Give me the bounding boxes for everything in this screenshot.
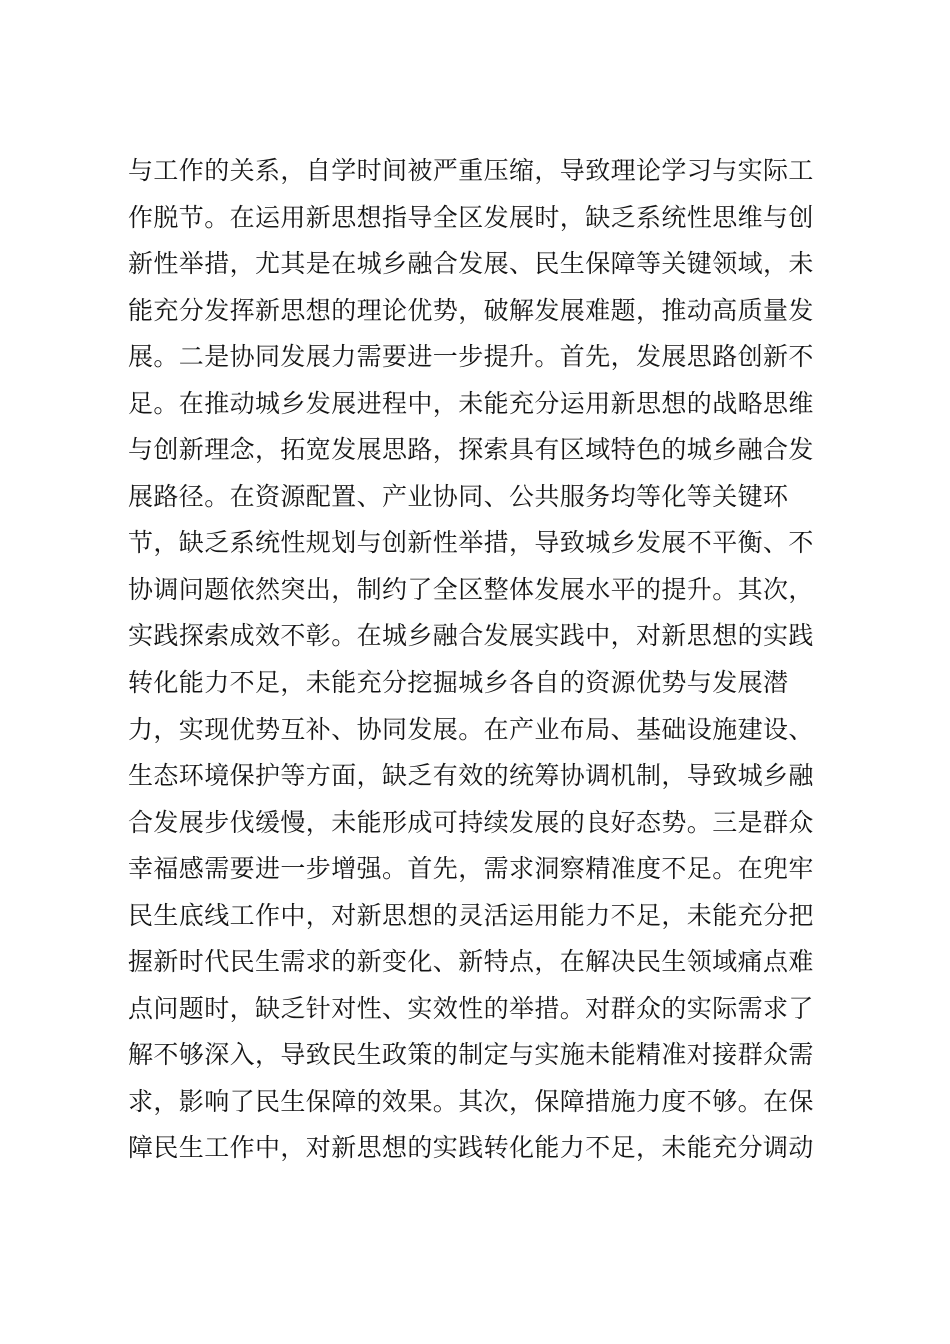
text-line: 生态环境保护等方面，缺乏有效的统筹协调机制，导致城乡融 [128,761,814,791]
text-line: 作脱节。在运用新思想指导全区发展时，缺乏系统性思维与创 [128,202,814,232]
text-line: 足。在推动城乡发展进程中，未能充分运用新思想的战略思维 [128,388,814,418]
text-line: 能充分发挥新思想的理论优势，破解发展难题，推动高质量发 [128,295,814,325]
text-line: 展。二是协同发展力需要进一步提升。首先，发展思路创新不 [128,342,814,372]
text-line: 握新时代民生需求的新变化、新特点，在解决民生领域痛点难 [128,947,814,977]
text-line: 障民生工作中，对新思想的实践转化能力不足，未能充分调动 [128,1133,814,1163]
text-line: 力，实现优势互补、协同发展。在产业布局、基础设施建设、 [128,714,814,744]
text-line: 与创新理念，拓宽发展思路，探索具有区域特色的城乡融合发 [128,435,814,465]
text-line: 实践探索成效不彰。在城乡融合发展实践中，对新思想的实践 [128,621,814,651]
text-line: 解不够深入，导致民生政策的制定与实施未能精准对接群众需 [128,1040,814,1070]
text-line: 节，缺乏系统性规划与创新性举措，导致城乡发展不平衡、不 [128,528,814,558]
text-line: 点问题时，缺乏针对性、实效性的举措。对群众的实际需求了 [128,993,814,1023]
text-line: 展路径。在资源配置、产业协同、公共服务均等化等关键环 [128,481,789,511]
text-line: 求，影响了民生保障的效果。其次，保障措施力度不够。在保 [128,1086,814,1116]
text-line: 新性举措，尤其是在城乡融合发展、民生保障等关键领域，未 [128,249,814,279]
text-line: 民生底线工作中，对新思想的灵活运用能力不足，未能充分把 [128,900,814,930]
text-line: 幸福感需要进一步增强。首先，需求洞察精准度不足。在兜牢 [128,854,814,884]
body-paragraph [128,148,828,1172]
text-line: 转化能力不足，未能充分挖掘城乡各自的资源优势与发展潜 [128,668,789,698]
text-line: 协调问题依然突出，制约了全区整体发展水平的提升。其次， [128,574,814,604]
text-line: 与工作的关系，自学时间被严重压缩，导致理论学习与实际工 [128,156,814,185]
text-line: 合发展步伐缓慢，未能形成可持续发展的良好态势。三是群众 [128,807,814,837]
